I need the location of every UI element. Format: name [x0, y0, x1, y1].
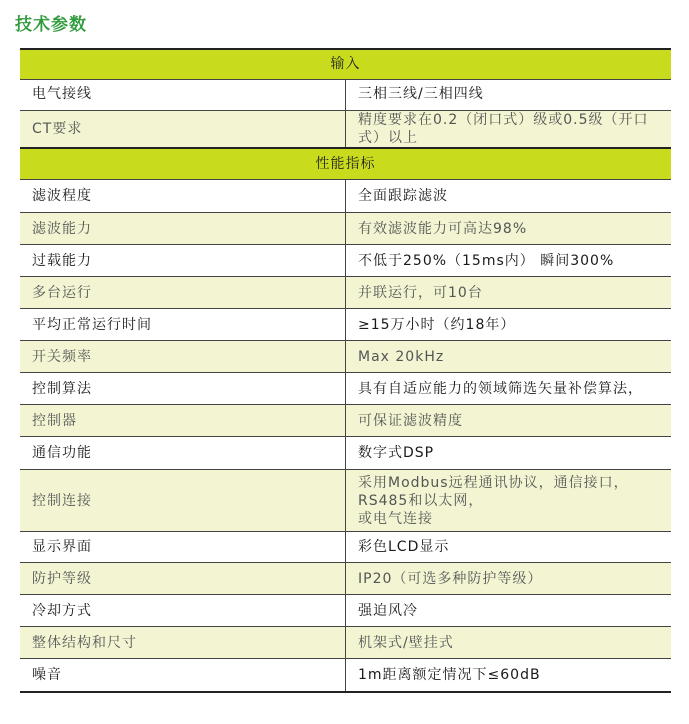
param-name: 电气接线: [20, 79, 346, 110]
param-value: 1m距离额定情况下≤60dB: [346, 659, 672, 692]
table-row: [20, 309, 671, 341]
param-name: 滤波能力: [20, 213, 346, 245]
param-value: 强迫风冷: [346, 595, 672, 627]
param-name: 控制器: [20, 405, 346, 437]
param-value: 彩色LCD显示: [346, 532, 672, 563]
table-row: [20, 405, 671, 437]
table-row: [20, 79, 671, 110]
table-row: [20, 659, 671, 692]
param-value: 全面跟踪滤波: [346, 180, 672, 213]
param-name: 整体结构和尺寸: [20, 627, 346, 659]
param-name: 控制算法: [20, 373, 346, 405]
param-name: 通信功能: [20, 437, 346, 470]
param-value: 数字式DSP: [346, 437, 672, 470]
table-row: [20, 437, 671, 470]
param-value: [346, 470, 672, 532]
spec-table: [20, 48, 671, 693]
table-row: [20, 470, 671, 532]
param-name: 开关频率: [20, 341, 346, 373]
param-value: Max 20kHz: [346, 341, 672, 373]
table-row: [20, 341, 671, 373]
param-name: 过载能力: [20, 245, 346, 277]
param-value: 不低于250%（15ms内） 瞬间300%: [346, 245, 672, 277]
table-row: [20, 563, 671, 595]
param-value-line: 或电气连接: [358, 510, 433, 527]
section-header: 输入: [20, 49, 671, 79]
param-value: 机架式/壁挂式: [346, 627, 672, 659]
param-name: CT要求: [20, 110, 346, 148]
param-name: 平均正常运行时间: [20, 309, 346, 341]
param-value: IP20（可选多种防护等级）: [346, 563, 672, 595]
param-value: ≥15万小时（约18年）: [346, 309, 672, 341]
param-value: 具有自适应能力的领域筛选矢量补偿算法，: [346, 373, 672, 405]
param-name: 控制连接: [20, 470, 346, 532]
section-header-row: [20, 148, 671, 180]
table-row: [20, 595, 671, 627]
section-header-row: [20, 49, 671, 79]
param-value: 三相三线/三相四线: [346, 79, 672, 110]
param-name: 冷却方式: [20, 595, 346, 627]
param-name: 显示界面: [20, 532, 346, 563]
param-value: 精度要求在0.2（闭口式）级或0.5级（开口式）以上: [346, 110, 672, 148]
param-name: 防护等级: [20, 563, 346, 595]
param-name: 滤波程度: [20, 180, 346, 213]
table-row: [20, 627, 671, 659]
table-row: [20, 373, 671, 405]
table-row: [20, 532, 671, 563]
page-title: 技术参数: [15, 15, 87, 35]
section-header: 性能指标: [20, 148, 671, 180]
param-name: 噪音: [20, 659, 346, 692]
param-value: 有效滤波能力可高达98%: [346, 213, 672, 245]
param-value-line: 采用Modbus远程通讯协议，通信接口，RS485和以太网，: [358, 474, 629, 509]
table-row: [20, 180, 671, 213]
table-row: [20, 277, 671, 309]
table-row: [20, 245, 671, 277]
table-row: [20, 213, 671, 245]
table-row: [20, 110, 671, 148]
param-value: 并联运行，可10台: [346, 277, 672, 309]
param-name: 多台运行: [20, 277, 346, 309]
param-value: 可保证滤波精度: [346, 405, 672, 437]
